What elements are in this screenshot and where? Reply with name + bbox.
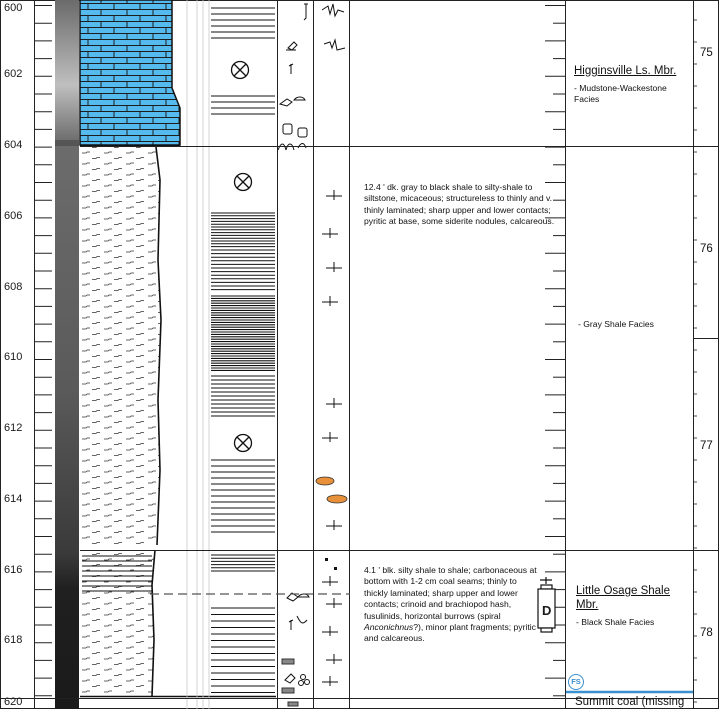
unit-name: Higginsville Ls. Mbr. [574,65,677,77]
siderite-nodule-icon [327,495,347,503]
fusulinid-icon [305,680,310,685]
plant-fragment-icon [282,688,294,693]
grain-size-grid [187,0,209,709]
burrow-trace-icon [297,616,307,623]
burrow-mark-icon [322,626,338,636]
bioturbation-icon [232,62,249,79]
accessory-symbols [322,4,345,686]
limestone-lithology [80,0,180,145]
unit-name: Little Osage Shale Mbr. [576,585,670,611]
black-shale-lithology [80,550,155,696]
burrow-mark-icon [326,190,342,200]
crinoid-icon [283,124,292,134]
depth-tick-label: 610 [4,351,23,363]
siderite-nodule-icon [316,477,334,485]
description-lower [364,565,542,645]
unit-higginsville [574,64,692,105]
core-sample-label: D [542,603,552,618]
laminae-column [211,8,275,693]
pyrite-icon [334,567,337,570]
description-lower-text: 4.1 ' blk. silty shale to shale; carbonaceous at bottom with 1-2 cm coal seams; thinly to thickly laminated; sharp upper and lower contacts; crinoid and brachiopod hash, fusulinids, horizontal burrows (spiral [364,565,537,621]
depth-tick-label: 608 [4,281,23,293]
flooding-surface-badge [568,674,584,690]
shell-fragment-icon [285,674,295,683]
burrow-icon [304,4,308,20]
unit-facies: - Black Shale Facies [576,617,655,627]
burrow-mark-icon [326,654,342,664]
depth-tick-label: 618 [4,634,23,646]
brachiopod-icon [280,97,305,106]
crinoid-icon [298,128,307,137]
cycle-number: 77 [700,440,713,452]
depth-tick-label: 612 [4,422,23,434]
depth-tick-label: 620 [4,696,23,708]
plant-fragment-icon [282,659,294,664]
gamma-ray-band [55,140,79,146]
plant-fragment-icon [288,702,298,706]
burrow-mark-icon [326,398,342,408]
fusulinid-icon [301,675,306,680]
gray-shale-facies-label: - Gray Shale Facies [578,319,654,329]
burrow-mark-icon [322,228,338,238]
burrow-mark-icon [322,676,338,686]
cycle-number: 75 [700,47,713,59]
description-upper-text: 12.4 ' dk. gray to black shale to silty-shale to siltstone, micaceous; structureless to thinly and v. thinly laminated; sharp upper and lower contacts; pyritic at base, some siderite nodules, calcareous. [364,182,555,227]
stylolite-icon [324,40,345,50]
stylolite-icon [322,4,344,16]
siderite-nodules [316,477,347,503]
burrow-icon [289,620,293,630]
burrow-mark-icon [326,520,342,530]
depth-tick-label: 602 [4,68,23,80]
depth-tick-label: 600 [4,2,23,14]
bioturbation-symbols [232,62,252,452]
cycle-number: 76 [700,243,713,255]
pyrite-icon [325,558,328,561]
gamma-ray-strip [55,0,79,709]
burrow-mark-icon [322,432,338,442]
depth-tick-label: 616 [4,564,23,576]
flooding-surface-badge-text: FS [571,677,581,686]
depth-tick-label: 604 [4,139,23,151]
depth-tick-label: 606 [4,210,23,222]
fusulinid-icon [299,681,304,686]
unit-summit-coal: Summit coal (missing [575,696,685,708]
depth-tick-label: 614 [4,493,23,505]
unit-facies: - Mudstone-Wackestone Facies [574,83,667,104]
bioturbation-icon [235,435,252,452]
shale-lithology [80,147,161,545]
cycle-number: 78 [700,627,713,639]
bioturbation-icon [235,174,252,191]
burrow-icon [289,64,293,74]
shell-fragment-icon [286,42,297,50]
burrow-mark-icon [326,598,342,608]
description-lower-italic: Anconichnus [364,622,414,633]
burrow-mark-icon [326,262,342,272]
depth-axis [34,0,52,709]
burrow-mark-icon [322,296,338,306]
description-upper [364,182,560,228]
unit-little-osage [576,584,692,628]
depth-tick-labels [4,2,22,708]
description-lower-suffix: ?), minor plant fragments; pyritic and calcareous. [364,622,536,644]
fossil-symbols [278,4,310,706]
burrow-mark-icon [322,576,338,586]
